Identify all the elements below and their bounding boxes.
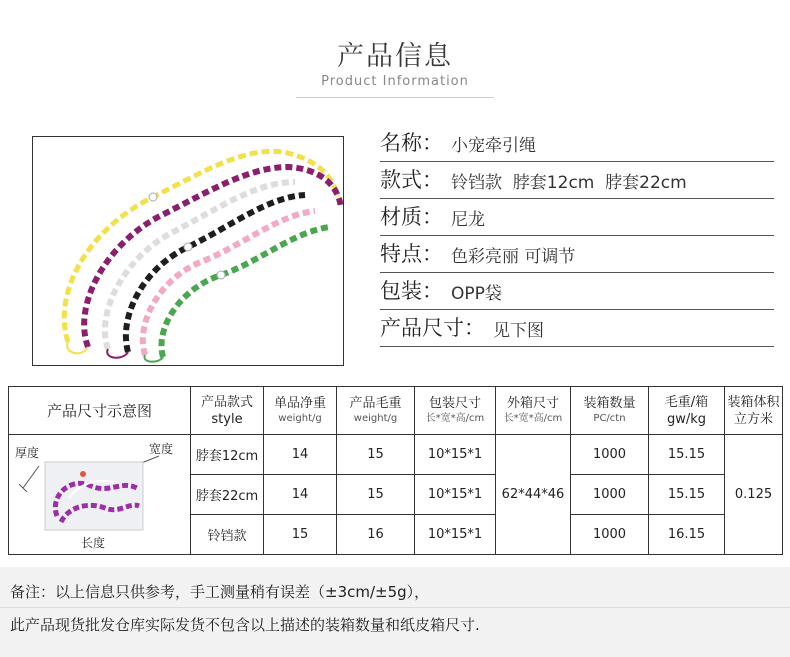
cell-net-weight: 14	[264, 475, 337, 515]
header-diagram: 产品尺寸示意图	[9, 387, 191, 435]
info-value: 色彩亮丽 可调节	[451, 247, 576, 267]
header-carton-size: 外箱尺寸 长*宽*高/cm	[496, 387, 571, 435]
cell-gw: 16.15	[649, 515, 725, 555]
cell-net-weight: 15	[264, 515, 337, 555]
info-row-material	[380, 199, 774, 236]
info-row-packaging	[380, 273, 774, 310]
cell-gw: 15.15	[649, 435, 725, 475]
notes-panel	[0, 567, 790, 657]
cell-pack-size: 10*15*1	[415, 515, 496, 555]
notes-divider	[0, 607, 790, 608]
info-row-style	[380, 162, 774, 199]
header-gross-weight: 产品毛重 weight/g	[337, 387, 415, 435]
cell-style: 脖套22cm	[191, 475, 264, 515]
cell-net-weight: 14	[264, 435, 337, 475]
product-info-list	[380, 125, 774, 347]
cell-volume: 0.125	[725, 435, 783, 555]
cell-style: 脖套12cm	[191, 435, 264, 475]
info-key: 特点：	[380, 242, 443, 266]
cell-gross-weight: 15	[337, 475, 415, 515]
page-title: 产品信息	[337, 41, 453, 72]
info-key: 材质：	[380, 205, 443, 229]
leash-illustration	[33, 137, 343, 365]
label-thickness: 厚度	[15, 445, 40, 460]
cell-qty: 1000	[571, 435, 649, 475]
info-value: 见下图	[493, 321, 544, 341]
header-gw-per-carton: 毛重/箱 gw/kg	[649, 387, 725, 435]
label-length: 长度	[81, 535, 106, 550]
header-volume: 装箱体积 立方米	[725, 387, 783, 435]
cell-qty: 1000	[571, 515, 649, 555]
note-line: 备注：以上信息只供参考，手工测量稍有误差（±3cm/±5g），	[10, 583, 430, 601]
info-value: 小宠牵引绳	[451, 136, 536, 156]
info-key: 产品尺寸：	[380, 316, 485, 340]
header-net-weight: 单品净重 weight/g	[264, 387, 337, 435]
cell-qty: 1000	[571, 475, 649, 515]
cell-pack-size: 10*15*1	[415, 435, 496, 475]
info-row-name	[380, 125, 774, 162]
page-subtitle: Product Information	[321, 74, 469, 89]
cell-carton-size: 62*44*46	[496, 435, 571, 555]
cell-gw: 15.15	[649, 475, 725, 515]
cell-gross-weight: 15	[337, 435, 415, 475]
header-pack-size: 包装尺寸 长*宽*高/cm	[415, 387, 496, 435]
info-key: 款式：	[380, 168, 443, 192]
info-key: 包装：	[380, 279, 443, 303]
size-diagram	[9, 436, 190, 554]
header-qty: 装箱数量 PC/ctn	[571, 387, 649, 435]
info-value: 铃铛款 脖套12cm 脖套22cm	[451, 173, 687, 193]
info-key: 名称：	[380, 131, 443, 155]
label-width: 宽度	[149, 441, 174, 456]
leash-pink	[143, 211, 315, 355]
cell-style: 铃铛款	[191, 515, 264, 555]
info-row-size	[380, 310, 774, 347]
table-header-row	[9, 387, 783, 435]
packaged-leash-illustration	[9, 436, 191, 554]
info-value: OPP袋	[451, 284, 502, 304]
product-photo	[32, 136, 344, 366]
header-style: 产品款式 style	[191, 387, 264, 435]
spec-table	[8, 386, 783, 555]
size-diagram-cell	[9, 435, 191, 555]
cell-gross-weight: 16	[337, 515, 415, 555]
note-line: 此产品现货批发仓库实际发货不包含以上描述的装箱数量和纸皮箱尺寸.	[10, 616, 480, 634]
table-row	[9, 435, 783, 475]
info-row-features	[380, 236, 774, 273]
leash-black	[126, 195, 305, 352]
cell-pack-size: 10*15*1	[415, 475, 496, 515]
title-divider	[296, 97, 494, 98]
info-value: 尼龙	[451, 210, 485, 230]
